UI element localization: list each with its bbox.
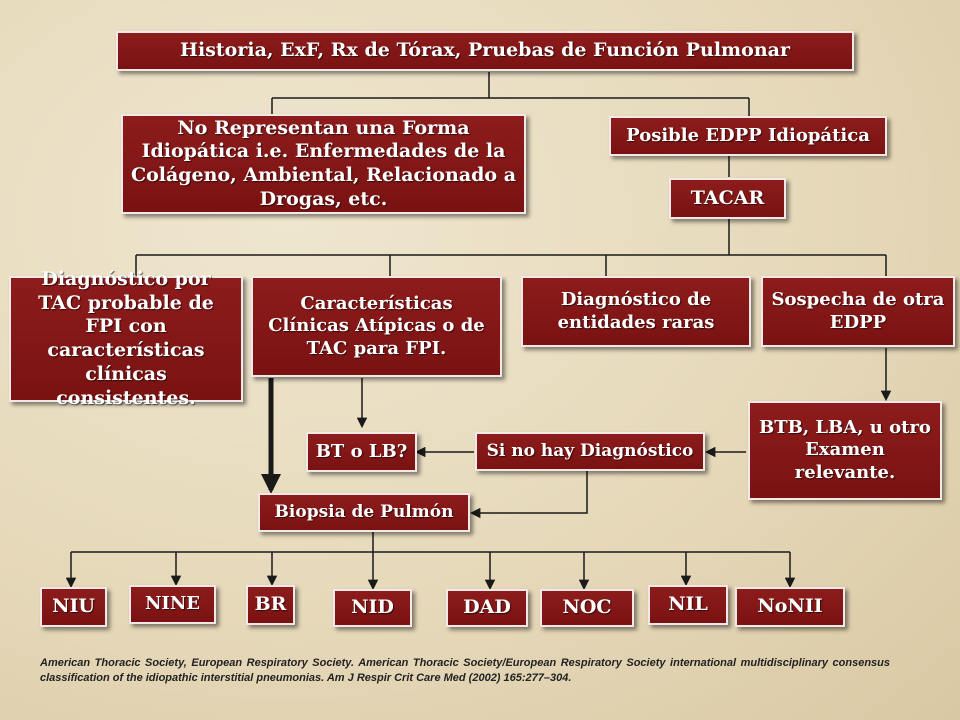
node-tacar: TACAR — [669, 178, 786, 219]
node-biopsia-pulmon: Biopsia de Pulmón — [258, 493, 470, 532]
outcome-nil: NIL — [648, 585, 728, 625]
node-historia: Historia, ExF, Rx de Tórax, Pruebas de Función Pulmonar — [116, 31, 854, 71]
node-entidades-raras: Diagnóstico de entidades raras — [521, 276, 751, 347]
node-no-idiopatica: No Representan una Forma Idiopática i.e. Enfermedades de la Colágeno, Ambiental, Relacionado a Drogas, etc. — [121, 114, 526, 214]
node-si-no-hay-diagnostico: Si no hay Diagnóstico — [475, 432, 705, 471]
outcome-nine: NINE — [129, 585, 216, 624]
node-diagnostico-tac: Diagnóstico por TAC probable de FPI con características clínicas consistentes. — [9, 276, 243, 402]
node-btb-lba: BTB, LBA, u otro Examen relevante. — [748, 401, 942, 500]
node-bt-o-lb: BT o LB? — [306, 432, 417, 472]
outcome-noc: NOC — [540, 589, 634, 627]
node-sospecha-edpp: Sospecha de otra EDPP — [761, 276, 955, 347]
node-caracteristicas-atipicas: Características Clínicas Atípicas o de TAC para FPI. — [251, 276, 502, 377]
node-posible-edpp: Posible EDPP Idiopática — [609, 116, 887, 156]
outcome-nonii: NoNII — [735, 587, 845, 627]
outcome-niu: NIU — [40, 587, 107, 627]
outcome-br: BR — [246, 585, 295, 625]
outcome-dad: DAD — [446, 589, 528, 627]
citation-text: American Thoracic Society, European Respiratory Society. American Thoracic Society/European Respiratory Society international multidisciplinary consensus classification of the idiopathic interstitial pneumonias. Am J Respir Crit Care Med (2002) 165:277–304. — [40, 657, 890, 684]
outcome-nid: NID — [333, 589, 412, 627]
